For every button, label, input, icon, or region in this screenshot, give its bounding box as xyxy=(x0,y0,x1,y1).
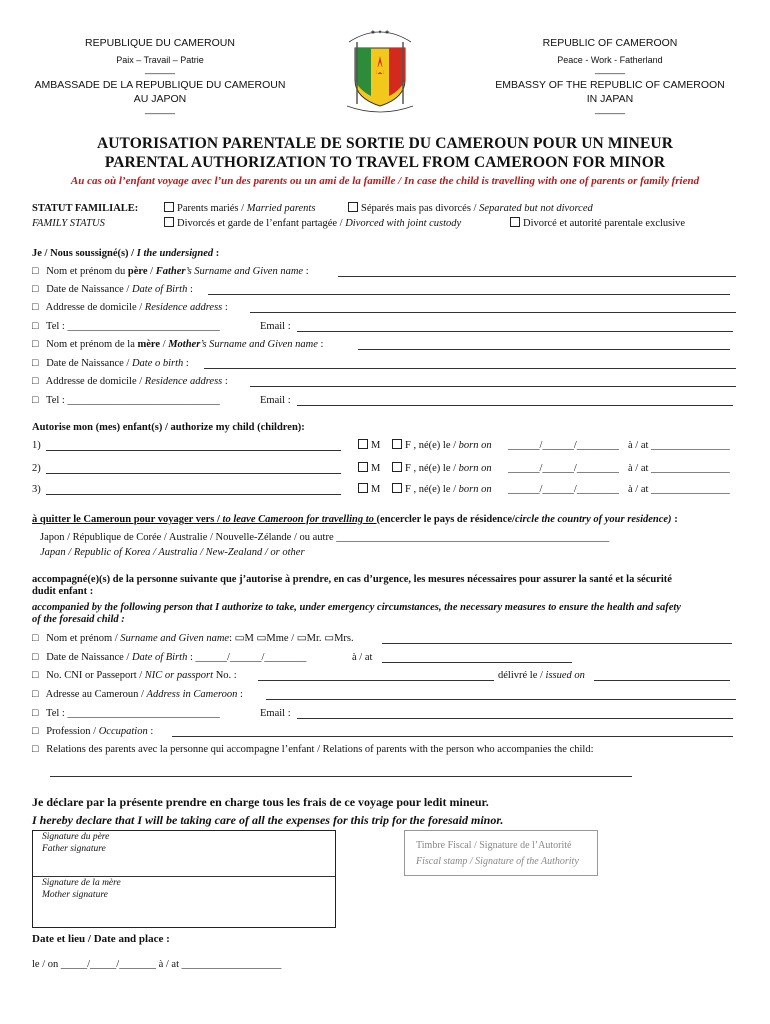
companion-dob-fr: Date de Naissance / xyxy=(46,652,132,663)
undersigned-colon: : xyxy=(213,248,220,259)
status-married-en: Married parents xyxy=(246,203,316,214)
destination-circle: (encercler le pays de résidence/ xyxy=(376,514,515,525)
destination-leave-en: to leave Cameroon for travelling to xyxy=(222,514,377,525)
child-1-m-label: M xyxy=(371,440,381,451)
child-1-f-label: F , né(e) le / xyxy=(405,440,459,451)
child-1-born: born on xyxy=(458,440,492,451)
companion-issued-label xyxy=(498,669,585,683)
father-dob-field[interactable] xyxy=(208,294,730,295)
child-3-name-field[interactable] xyxy=(46,494,341,495)
child-1-sex-f[interactable] xyxy=(392,439,492,453)
status-married[interactable] xyxy=(164,202,315,216)
child-2-name-field[interactable] xyxy=(46,473,341,474)
header-en-country: REPUBLIC OF CAMEROON xyxy=(542,37,678,49)
companion-dob-label: □ Date de Naissance / Date of Birth : ______/______/________ xyxy=(32,652,307,663)
child-3-date[interactable]: ______/______/________ xyxy=(508,484,619,495)
child-1-date[interactable]: ______/______/________ xyxy=(508,440,619,451)
father-address-label: □ Addresse de domicile / Residence address : xyxy=(32,302,228,313)
mother-name-field[interactable] xyxy=(358,349,730,350)
mother-dob-end: : xyxy=(183,358,189,369)
companion-email-field[interactable] xyxy=(297,718,733,719)
child-3-number: 3) xyxy=(32,484,41,495)
date-place-line[interactable]: le / on _____/_____/_______ à / at ___________________ xyxy=(32,959,282,970)
child-2-m-label: M xyxy=(371,463,381,474)
companion-address-label: □ Adresse au Cameroun / Address in Cameroon : xyxy=(32,689,243,700)
companion-profession-label: □ Profession / Occupation : xyxy=(32,726,154,737)
checkbox-icon[interactable] xyxy=(358,483,368,493)
destination-heading xyxy=(32,513,678,527)
mother-dob-label: □ Date de Naissance / Date o birth : xyxy=(32,358,189,369)
companion-name-field[interactable] xyxy=(382,643,732,644)
mother-dob-en: Date o birth xyxy=(131,358,184,369)
mother-name-en: ’s Surname and Given name xyxy=(200,339,318,350)
header-en-embassy-1: EMBASSY OF THE REPUBLIC OF CAMEROON xyxy=(495,79,725,91)
stamp-label-en: Fiscal stamp / Signature of the Authority xyxy=(416,856,579,867)
child-2-sex-f[interactable] xyxy=(392,462,492,476)
destination-leave-fr: à quitter le Cameroun pour voyager vers / xyxy=(32,514,223,525)
status-divorced-exclusive[interactable] xyxy=(510,217,685,231)
child-2-number: 2) xyxy=(32,463,41,474)
status-divorced-joint[interactable] xyxy=(164,217,461,231)
mother-name-bold: mère xyxy=(137,339,161,350)
father-address-en: Residence address xyxy=(144,302,223,313)
companion-relation-label: □ Relations des parents avec la personne qui accompagne l’enfant / Relations of parents with the person who accompanies the child: xyxy=(32,744,594,755)
checkbox-icon[interactable] xyxy=(358,439,368,449)
checkbox-icon[interactable] xyxy=(392,439,402,449)
cameroon-coat-of-arms-icon xyxy=(335,18,425,118)
mother-name-end: : xyxy=(317,339,324,350)
companion-address-fr: Adresse au Cameroun / xyxy=(45,689,147,700)
accompanied-en-1: accompanied by the following person that I authorize to take, under emergency circumstances, the necessary measures to ensure the health and safety xyxy=(32,602,681,613)
father-address-field[interactable] xyxy=(250,312,736,313)
companion-nic-label: □ No. CNI or Passeport / NIC or passport No. : xyxy=(32,670,237,681)
companion-profession-end: : xyxy=(147,726,154,737)
undersigned-fr: Je / Nous soussigné(s) / xyxy=(32,248,137,259)
companion-nic-en: NIC or passport xyxy=(144,670,214,681)
mother-email-field[interactable] xyxy=(297,405,733,406)
companion-tel: Tel : _____________________________ xyxy=(46,708,220,719)
father-email-label: Email : xyxy=(260,321,291,332)
header-fr-motto: Paix – Travail – Patrie xyxy=(116,55,204,65)
header-en-motto: Peace - Work - Fatherland xyxy=(557,55,663,65)
child-2-born: born on xyxy=(458,463,492,474)
father-signature-label: Signature du père xyxy=(42,832,110,842)
father-dob-fr: Date de Naissance / xyxy=(46,284,132,295)
checkbox-icon[interactable] xyxy=(348,202,358,212)
mother-signature-label: Signature de la mère xyxy=(42,878,121,888)
mother-address-en: Residence address xyxy=(144,376,223,387)
father-name-end: : xyxy=(303,266,309,277)
checkbox-icon[interactable] xyxy=(164,217,174,227)
companion-nic-fr: No. CNI or Passeport / xyxy=(46,670,145,681)
family-status-label-en: FAMILY STATUS xyxy=(32,218,105,229)
status-divorced-joint-fr: Divorcés et garde de l’enfant partagée / xyxy=(177,218,346,229)
companion-dob-at: à / at xyxy=(352,652,373,663)
mother-address-field[interactable] xyxy=(250,386,736,387)
father-dob-label: □ Date de Naissance / Date of Birth : xyxy=(32,284,193,295)
child-2-place[interactable]: à / at _______________ xyxy=(628,463,730,474)
companion-profession-en: Occupation xyxy=(98,726,148,737)
father-name-en: ’s Surname and Given name xyxy=(185,266,304,277)
header-fr-separator: ______ xyxy=(144,64,176,74)
child-2-f-label: F , né(e) le / xyxy=(405,463,459,474)
child-3-born: born on xyxy=(458,484,492,495)
header-fr-embassy-1: AMBASSADE DE LA REPUBLIQUE DU CAMEROUN xyxy=(34,79,286,91)
child-3-place[interactable]: à / at _______________ xyxy=(628,484,730,495)
father-address-end: : xyxy=(222,302,228,313)
mother-name-sep: / xyxy=(160,339,169,350)
companion-tel-label: □ Tel : _____________________________ xyxy=(32,708,220,719)
header-fr-separator-2: ______ xyxy=(144,104,176,114)
title-fr: AUTORISATION PARENTALE DE SORTIE DU CAMEROUN POUR UN MINEUR xyxy=(96,135,674,152)
family-status-label: STATUT FAMILIALE: xyxy=(32,203,139,214)
child-3-sex-m[interactable] xyxy=(358,483,380,497)
mother-name-pre: Nom et prénom de la xyxy=(46,339,138,350)
status-separated[interactable] xyxy=(348,202,593,216)
companion-email-label: Email : xyxy=(260,708,291,719)
accompanied-fr-2: dudit enfant : xyxy=(32,586,94,597)
companion-dob-mid[interactable]: : ______/______/________ xyxy=(187,652,307,663)
header-fr-country: REPUBLIQUE DU CAMEROUN xyxy=(85,37,235,49)
destination-circle-en: circle the country of your residence) xyxy=(514,514,672,525)
accompanied-en-2: of the foresaid child : xyxy=(32,614,125,625)
destination-circle-end: : xyxy=(671,514,678,525)
stamp-label-fr: Timbre Fiscal / Signature de l’Autorité xyxy=(416,840,572,851)
companion-profession-fr: Profession / xyxy=(46,726,99,737)
declaration-en: I hereby declare that I will be taking care of all the expenses for this trip for the foresaid minor. xyxy=(32,813,504,827)
companion-name-label: □ Nom et prénom / Surname and Given name: ▭M ▭Mme / ▭Mr. ▭Mrs. xyxy=(32,633,354,644)
child-3-sex-f[interactable] xyxy=(392,483,492,497)
father-name-pre: Nom et prénom du xyxy=(46,266,128,277)
father-tel: Tel : _____________________________ xyxy=(46,321,220,332)
undersigned-en: I the undersigned xyxy=(136,248,214,259)
child-3-m-label: M xyxy=(371,484,381,495)
companion-address-en: Address in Cameroon xyxy=(146,689,238,700)
child-3-f-label: F , né(e) le / xyxy=(405,484,459,495)
mother-address-end: : xyxy=(222,376,228,387)
checkbox-icon[interactable] xyxy=(164,202,174,212)
father-name-sep: / xyxy=(147,266,156,277)
fiscal-stamp-box[interactable] xyxy=(404,830,598,876)
companion-titles[interactable]: : ▭M ▭Mme / ▭Mr. ▭Mrs. xyxy=(229,633,354,644)
mother-address-fr: Addresse de domicile / xyxy=(45,376,145,387)
child-1-name-field[interactable] xyxy=(46,450,341,451)
checkbox-icon[interactable] xyxy=(510,217,520,227)
date-place-heading: Date et lieu / Date and place : xyxy=(32,933,170,945)
child-2-sex-m[interactable] xyxy=(358,462,380,476)
companion-name-fr: Nom et prénom / xyxy=(46,633,121,644)
status-separated-en: Separated but not divorced xyxy=(479,203,593,214)
mother-tel: Tel : _____________________________ xyxy=(46,395,220,406)
checkbox-icon[interactable] xyxy=(358,462,368,472)
mother-tel-label: □ Tel : _____________________________ xyxy=(32,395,220,406)
mother-name-label: □ Nom et prénom de la mère / Mother’s Surname and Given name : xyxy=(32,339,324,350)
child-1-number: 1) xyxy=(32,440,41,451)
father-name-field[interactable] xyxy=(338,276,736,277)
child-1-sex-m[interactable] xyxy=(358,439,380,453)
father-tel-label: □ Tel : _____________________________ xyxy=(32,321,220,332)
status-separated-fr: Séparés mais pas divorcés / xyxy=(361,203,480,214)
father-signature-label-en: Father signature xyxy=(42,844,106,854)
undersigned-heading xyxy=(32,247,219,261)
checkbox-icon[interactable] xyxy=(392,483,402,493)
companion-name-en: Surname and Given name xyxy=(120,633,230,644)
companion-relation-text: Relations des parents avec la personne qui accompagne l’enfant / Relations of parents with the person who accompanies the child: xyxy=(46,744,594,755)
child-1-place[interactable]: à / at _______________ xyxy=(628,440,730,451)
checkbox-icon[interactable] xyxy=(392,462,402,472)
subtitle-red: Au cas où l’enfant voyage avec l’un des parents ou un ami de la famille / In case the child is travelling with one of parents or family friend xyxy=(70,175,700,187)
child-2-date[interactable]: ______/______/________ xyxy=(508,463,619,474)
father-name-en-bold: Father xyxy=(155,266,186,277)
header-en-separator-2: ______ xyxy=(594,104,626,114)
status-divorced-exclusive-label: Divorcé et autorité parentale exclusive xyxy=(523,218,686,229)
father-email-field[interactable] xyxy=(297,331,733,332)
mother-dob-fr: Date de Naissance / xyxy=(46,358,132,369)
header-en-separator: ______ xyxy=(594,64,626,74)
father-address-fr: Addresse de domicile / xyxy=(45,302,145,313)
companion-profession-field[interactable] xyxy=(172,736,733,737)
companion-nic-field[interactable] xyxy=(258,680,494,681)
destination-countries-fr[interactable]: Japon / République de Corée / Australie / Nouvelle-Zélande / ou autre ____________________________________________________ xyxy=(40,532,610,543)
accompanied-fr-1: accompagné(e)(s) de la personne suivante que j’autorise à prendre, en cas d’urgence, les mesures nécessaires pour assurer la santé et la sécurité xyxy=(32,574,672,585)
companion-issued-field[interactable] xyxy=(594,680,730,681)
title-en: PARENTAL AUTHORIZATION TO TRAVEL FROM CAMEROON FOR MINOR xyxy=(104,154,666,171)
status-married-fr: Parents mariés / xyxy=(177,203,247,214)
mother-dob-field[interactable] xyxy=(204,368,736,369)
companion-address-field[interactable] xyxy=(266,699,736,700)
companion-relation-field[interactable] xyxy=(50,776,632,777)
companion-nic-mid: No. : xyxy=(213,670,237,681)
mother-email-label: Email : xyxy=(260,395,291,406)
children-heading: Autorise mon (mes) enfant(s) / authorize my child (children): xyxy=(32,422,305,433)
companion-address-end: : xyxy=(237,689,243,700)
mother-signature-label-en: Mother signature xyxy=(42,890,108,900)
companion-issued-en: issued on xyxy=(545,670,585,681)
companion-birthplace-field[interactable] xyxy=(382,662,572,663)
destination-countries-en: Japan / Republic of Korea / Australia / New-Zealand / or other xyxy=(40,547,305,558)
header-en-embassy-2: IN JAPAN xyxy=(586,93,634,105)
father-dob-en: Date of Birth xyxy=(131,284,188,295)
companion-dob-en: Date of Birth xyxy=(131,652,188,663)
svg-text:★ ✦ ★: ★ ✦ ★ xyxy=(370,29,390,36)
mother-name-en-bold: Mother xyxy=(168,339,201,350)
father-name-label: □ Nom et prénom du père / Father’s Surname and Given name : xyxy=(32,266,309,277)
father-dob-end: : xyxy=(187,284,193,295)
declaration-fr: Je déclare par la présente prendre en charge tous les frais de ce voyage pour ledit mineur. xyxy=(32,795,489,809)
father-name-bold: père xyxy=(127,266,148,277)
status-divorced-joint-en: Divorced with joint custody xyxy=(345,218,462,229)
header-fr-embassy-2: AU JAPON xyxy=(133,93,187,105)
mother-address-label: □ Addresse de domicile / Residence address : xyxy=(32,376,228,387)
companion-issued-fr: délivré le / xyxy=(498,670,546,681)
